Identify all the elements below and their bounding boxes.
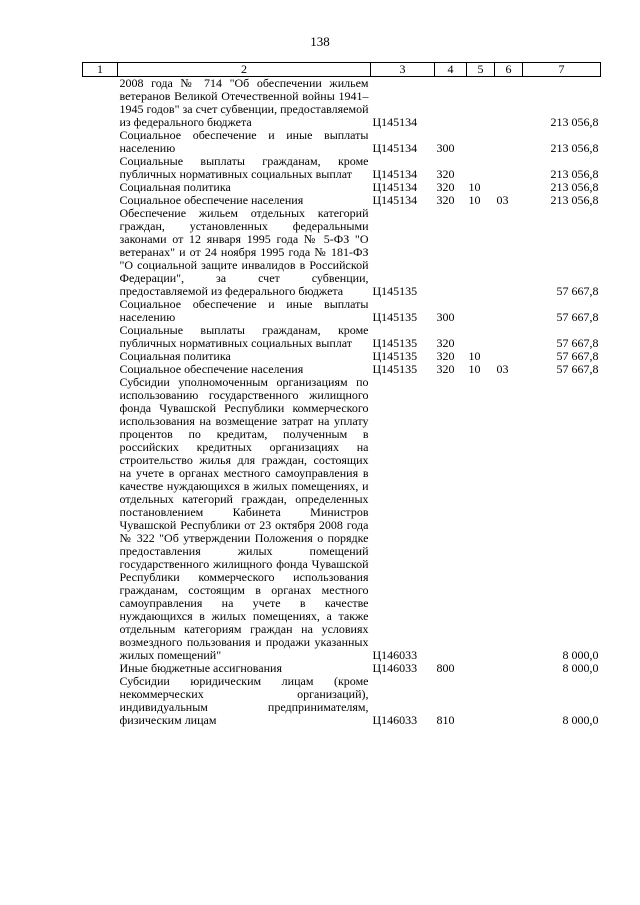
- cell-c3: Ц145135: [372, 349, 418, 363]
- cell-c4: 300: [436, 310, 455, 324]
- cell-c7: 8 000,0: [562, 661, 599, 675]
- cell-c7: 57 667,8: [556, 349, 599, 363]
- cell-c1: [83, 155, 118, 181]
- cell-c7: 213 056,8: [550, 180, 599, 194]
- cell-c5: 10: [468, 193, 481, 207]
- cell-c3: Ц145134: [372, 193, 418, 207]
- cell-c3: Ц145135: [372, 310, 418, 324]
- cell-c2: Социальное обеспечение населения: [119, 193, 304, 207]
- cell-c3: Ц146033: [372, 648, 418, 662]
- header-col-4: 4: [435, 63, 467, 77]
- cell-c2: Обеспечение жильем отдельных категорий граждан, установленных федеральными законами от 12 января 1995 года № 5-ФЗ "О ветеранах" и от 24 ноября 1995 года № 181-ФЗ "О социальной защите инвалидов в Российской Федерации", за счет субвенции, предоставляемой из федерального бюджета: [119, 206, 369, 298]
- cell-c6: 03: [496, 193, 509, 207]
- cell-c7: 213 056,8: [550, 115, 599, 129]
- table-row: [83, 298, 601, 324]
- header-col-5: 5: [467, 63, 495, 77]
- cell-c1: [83, 207, 118, 298]
- header-col-7: 7: [523, 63, 601, 77]
- cell-c5: [467, 155, 495, 181]
- table-row: [83, 324, 601, 350]
- cell-c7: 57 667,8: [556, 310, 599, 324]
- cell-c3: Ц145134: [372, 167, 418, 181]
- cell-c6: [495, 77, 523, 130]
- cell-c1: [83, 350, 118, 363]
- cell-c4: 320: [436, 193, 455, 207]
- cell-c6: [495, 324, 523, 350]
- cell-c7: 213 056,8: [550, 167, 599, 181]
- cell-c2: Социальные выплаты гражданам, кроме публичных нормативных социальных выплат: [119, 323, 369, 350]
- cell-c4: [435, 207, 467, 298]
- cell-c1: [83, 675, 118, 727]
- cell-c5: [467, 675, 495, 727]
- cell-c4: 800: [436, 661, 455, 675]
- cell-c7: 213 056,8: [550, 193, 599, 207]
- cell-c2: Социальная политика: [119, 349, 231, 363]
- cell-c5: 10: [468, 349, 481, 363]
- cell-c6: [495, 129, 523, 155]
- cell-c7: 8 000,0: [562, 713, 599, 727]
- cell-c1: [83, 194, 118, 207]
- cell-c3: Ц145135: [372, 284, 418, 298]
- cell-c6: 03: [496, 362, 509, 376]
- cell-c2: Социальное обеспечение населения: [119, 362, 304, 376]
- page-number: 138: [310, 34, 330, 49]
- cell-c7: 213 056,8: [550, 141, 599, 155]
- cell-c7: 57 667,8: [556, 336, 599, 350]
- cell-c5: [467, 376, 495, 662]
- cell-c3: Ц145134: [372, 141, 418, 155]
- cell-c4: 810: [436, 713, 455, 727]
- cell-c5: [467, 662, 495, 675]
- header-col-6: 6: [495, 63, 523, 77]
- cell-c6: [495, 155, 523, 181]
- cell-c1: [83, 324, 118, 350]
- cell-c4: 320: [436, 180, 455, 194]
- cell-c3: Ц145135: [372, 362, 418, 376]
- cell-c6: [495, 376, 523, 662]
- cell-c5: 10: [468, 180, 481, 194]
- table-row: [83, 675, 601, 727]
- header-col-1: 1: [83, 63, 118, 77]
- cell-c5: [467, 298, 495, 324]
- cell-c6: [495, 298, 523, 324]
- cell-c4: 300: [436, 141, 455, 155]
- cell-c2: Социальное обеспечение и иные выплаты населению: [119, 297, 369, 324]
- cell-c2: Социальное обеспечение и иные выплаты населению: [119, 128, 369, 155]
- cell-c1: [83, 129, 118, 155]
- header-col-2: 2: [118, 63, 371, 77]
- cell-c7: 57 667,8: [556, 284, 599, 298]
- cell-c4: 320: [436, 336, 455, 350]
- cell-c6: [495, 207, 523, 298]
- header-row: [83, 63, 601, 77]
- cell-c4: 320: [436, 167, 455, 181]
- cell-c5: [467, 77, 495, 130]
- cell-c3: Ц145134: [372, 115, 418, 129]
- cell-c1: [83, 298, 118, 324]
- table-row: [83, 77, 601, 130]
- cell-c7: 8 000,0: [562, 648, 599, 662]
- table-row: [83, 129, 601, 155]
- cell-c5: [467, 324, 495, 350]
- header-col-3: 3: [371, 63, 435, 77]
- cell-c2: 2008 года № 714 "Об обеспечении жильем ветеранов Великой Отечественной войны 1941–1945 годов" за счет субвенции, предоставляемой из федерального бюджета: [119, 76, 369, 129]
- table-body: [83, 77, 601, 728]
- table-header: [83, 63, 601, 77]
- cell-c5: [467, 207, 495, 298]
- cell-c1: [83, 376, 118, 662]
- cell-c2: Социальная политика: [119, 180, 231, 194]
- cell-c2: Социальные выплаты гражданам, кроме публичных нормативных социальных выплат: [119, 154, 369, 181]
- cell-c4: [435, 376, 467, 662]
- cell-c4: 320: [436, 349, 455, 363]
- cell-c2: Субсидии юридическим лицам (кроме некоммерческих организаций), индивидуальным предпринимателям, физическим лицам: [119, 674, 369, 727]
- cell-c7: 57 667,8: [556, 362, 599, 376]
- cell-c3: Ц145134: [372, 180, 418, 194]
- cell-c2: Иные бюджетные ассигнования: [119, 661, 282, 675]
- cell-c1: [83, 363, 118, 376]
- cell-c4: 320: [436, 362, 455, 376]
- table-row: [83, 155, 601, 181]
- cell-c3: Ц145135: [372, 336, 418, 350]
- cell-c1: [83, 181, 118, 194]
- cell-c1: [83, 662, 118, 675]
- cell-c3: Ц146033: [372, 661, 418, 675]
- cell-c4: [435, 77, 467, 130]
- cell-c1: [83, 77, 118, 130]
- cell-c5: [467, 129, 495, 155]
- cell-c3: Ц146033: [372, 713, 418, 727]
- cell-c6: [495, 675, 523, 727]
- cell-c5: 10: [468, 362, 481, 376]
- table-row: [83, 207, 601, 298]
- cell-c2: Субсидии уполномоченным организациям по использованию государственного жилищного фонда Чувашской Республики коммерческого использования на возмещение затрат на уплату процентов по кредитам, полученным в российских кредитных организациях на строительство жилья для граждан, состоящих на учете в органах местного самоуправления в качестве нуждающихся в жилых помещениях, и отдельных категорий граждан, определенных постановлением Кабинета Министров Чувашской Республики от 23 октября 2008 года № 322 "Об утверждении Положения о порядке предоставления жилых помещений государственного жилищного фонда Чувашской Республики коммерческого использования гражданам, состоящим в органах местного самоуправления на учете в качестве нуждающихся в жилых помещениях, а также отдельным категориям граждан на условиях возмездного пользования и продажи указанных жилых помещений": [119, 375, 369, 662]
- budget-table: [82, 62, 601, 727]
- table-row: [83, 376, 601, 662]
- cell-c6: [495, 662, 523, 675]
